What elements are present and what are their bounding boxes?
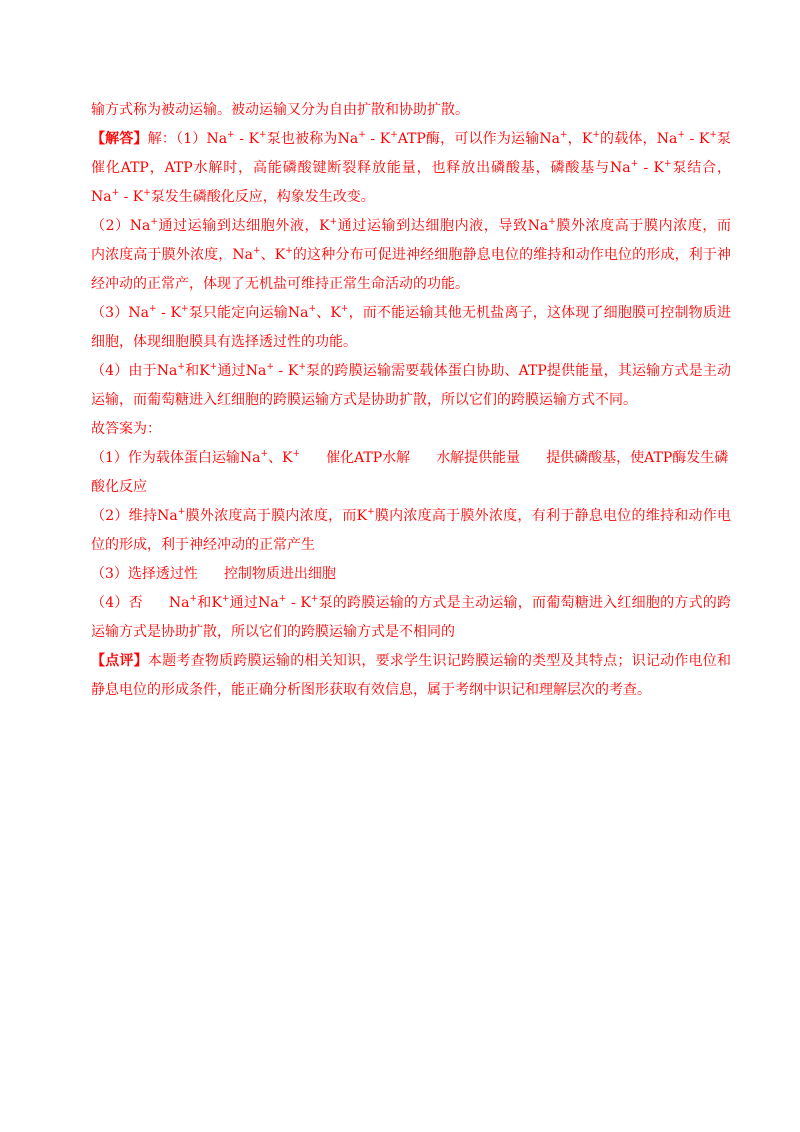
text-run: （2）Na <box>91 218 151 234</box>
superscript-charge: + <box>390 130 398 140</box>
text-run: 膜外浓度高于膜内浓度，而K <box>185 508 368 524</box>
text-run: 的载体，Na <box>599 131 678 147</box>
text-run: 通过运输到达细胞内液，导致Na <box>337 218 549 234</box>
text-line <box>91 502 731 531</box>
text-run: - K <box>119 189 144 205</box>
superscript-charge: + <box>111 188 120 198</box>
text-run: 、K <box>316 305 341 321</box>
superscript-charge: + <box>181 304 189 314</box>
superscript-charge: + <box>358 130 366 140</box>
text-run: 输方式称为被动运输。被动运输又分为自由扩散和协助扩散。 <box>91 102 469 118</box>
text-run: 和K <box>196 595 222 611</box>
superscript-charge: + <box>292 449 301 459</box>
answer-text-block <box>91 96 731 705</box>
text-run: 位的形成，利于神经冲动的正常产生 <box>91 537 315 553</box>
text-run: 泵只能定向运输Na <box>188 305 309 321</box>
text-run: 和K <box>184 363 210 379</box>
text-run: （2）维持Na <box>91 508 178 524</box>
text-line <box>91 444 731 473</box>
text-line <box>91 328 731 357</box>
text-run: （3）选择透过性 <box>91 566 198 582</box>
text-line <box>91 415 731 444</box>
text-run: - K <box>365 131 391 147</box>
text-run: 泵发生磷酸化反应，构象发生改变。 <box>150 189 375 205</box>
text-line <box>91 299 731 328</box>
text-run: 经冲动的正常产，体现了无机盐可维持正常生命活动的功能。 <box>91 276 469 292</box>
superscript-charge: + <box>367 507 375 517</box>
superscript-charge: + <box>592 130 600 140</box>
text-run: 泵的跨膜运输需要载体蛋白协助、ATP提供能量，其运输方式是主动 <box>305 363 731 379</box>
superscript-charge: + <box>260 449 269 459</box>
text-run: 细胞，体现细胞膜具有选择透过性的功能。 <box>91 334 357 350</box>
superscript-charge: + <box>149 304 157 314</box>
text-run: 静息电位的形成条件，能正确分析图形获取有效信息，属于考纲中识记和理解层次的考查。 <box>91 682 651 698</box>
text-line <box>91 96 731 125</box>
text-run: - K <box>684 131 710 147</box>
superscript-charge: + <box>310 594 319 604</box>
text-run: 、K <box>260 247 286 263</box>
superscript-charge: + <box>298 362 306 372</box>
text-run: 泵 <box>716 131 731 147</box>
superscript-charge: + <box>252 246 261 256</box>
superscript-charge: + <box>266 362 274 372</box>
text-run: 运输，而葡萄糖进入红细胞的跨膜运输方式是协助扩散，所以它们的跨膜运输方式不同。 <box>91 392 637 408</box>
text-run: Na <box>91 189 112 205</box>
section-tag: 【点评】 <box>91 653 148 669</box>
text-line <box>91 473 731 502</box>
text-run: 酸化反应 <box>91 479 147 495</box>
text-run: 通过Na <box>217 363 267 379</box>
superscript-charge: + <box>221 594 230 604</box>
superscript-charge: + <box>278 594 287 604</box>
text-run: 催化ATP，ATP水解时，高能磷酸键断裂释放能量，也释放出磷酸基，磷酸基与Na <box>91 160 631 176</box>
text-line <box>91 241 731 270</box>
text-run: 运输方式是协助扩散，所以它们的跨膜运输方式是不相同的 <box>91 624 455 640</box>
superscript-charge: + <box>308 304 317 314</box>
text-run: 本题考查物质跨膜运输的相关知识，要求学生识记跨膜运输的类型及其特点；识记动作电位和 <box>147 653 731 669</box>
superscript-charge: + <box>285 246 293 256</box>
text-run: Na <box>168 595 190 611</box>
superscript-charge: + <box>709 130 717 140</box>
text-line <box>91 183 731 212</box>
text-run: 泵也被称为Na <box>266 131 359 147</box>
text-line <box>91 212 731 241</box>
text-line <box>91 357 731 386</box>
superscript-charge: + <box>227 130 235 140</box>
text-line <box>91 531 731 560</box>
text-run: （1）作为载体蛋白运输Na <box>91 450 261 466</box>
superscript-charge: + <box>340 304 349 314</box>
text-run: 通过Na <box>229 595 279 611</box>
superscript-charge: + <box>209 362 218 372</box>
superscript-charge: + <box>177 507 186 517</box>
text-line <box>91 125 731 154</box>
answer-item: 控制物质进出细胞 <box>223 566 336 582</box>
superscript-charge: + <box>548 217 556 227</box>
text-run: ATP酶，可以作为运输Na <box>397 131 560 147</box>
superscript-charge: + <box>329 217 338 227</box>
text-run: （3）Na <box>91 305 150 321</box>
text-run: ，K <box>567 131 593 147</box>
text-line <box>91 589 731 618</box>
text-run: 膜外浓度高于膜内浓度，而 <box>555 218 731 234</box>
text-run: - K <box>273 363 299 379</box>
superscript-charge: + <box>559 130 568 140</box>
text-line <box>91 270 731 299</box>
text-run: - K <box>638 160 664 176</box>
superscript-charge: + <box>143 188 151 198</box>
text-run: - K <box>156 305 181 321</box>
text-run: （4）由于Na <box>91 363 178 379</box>
superscript-charge: + <box>259 130 267 140</box>
text-run: - K <box>234 131 260 147</box>
text-run: 、K <box>268 450 293 466</box>
answer-item: 催化ATP水解 <box>326 450 411 466</box>
answer-item: 水解提供能量 <box>436 450 521 466</box>
superscript-charge: + <box>677 130 685 140</box>
text-run: 内浓度高于膜外浓度，Na <box>91 247 253 263</box>
text-run: 的这种分布可促进神经细胞静息电位的维持和动作电位的形成，利于神 <box>292 247 731 263</box>
text-line <box>91 560 731 589</box>
text-line <box>91 676 731 705</box>
superscript-charge: + <box>177 362 185 372</box>
text-run: 泵的跨膜运输的方式是主动运输，而葡萄糖进入红细胞的方式的跨 <box>318 595 731 611</box>
superscript-charge: + <box>630 159 639 169</box>
text-run: （4）否 <box>91 595 143 611</box>
text-run: 通过运输到达细胞外液，K <box>157 218 330 234</box>
text-run: 膜内浓度高于膜外浓度，有利于静息电位的维持和动作电 <box>374 508 731 524</box>
text-line <box>91 154 731 183</box>
text-run: 泵结合， <box>671 160 731 176</box>
text-run: ，而不能运输其他无机盐离子，这体现了细胞膜可控制物质进 <box>348 305 731 321</box>
text-line <box>91 647 731 676</box>
text-run: 解：（1）Na <box>147 131 228 147</box>
superscript-charge: + <box>663 159 672 169</box>
text-run: 故答案为： <box>91 421 161 437</box>
text-run: - K <box>286 595 311 611</box>
superscript-charge: + <box>150 217 158 227</box>
section-tag: 【解答】 <box>91 131 148 147</box>
superscript-charge: + <box>189 594 197 604</box>
text-line <box>91 618 731 647</box>
text-line <box>91 386 731 415</box>
answer-item: 提供磷酸基，使ATP酶发生磷 <box>546 450 729 466</box>
